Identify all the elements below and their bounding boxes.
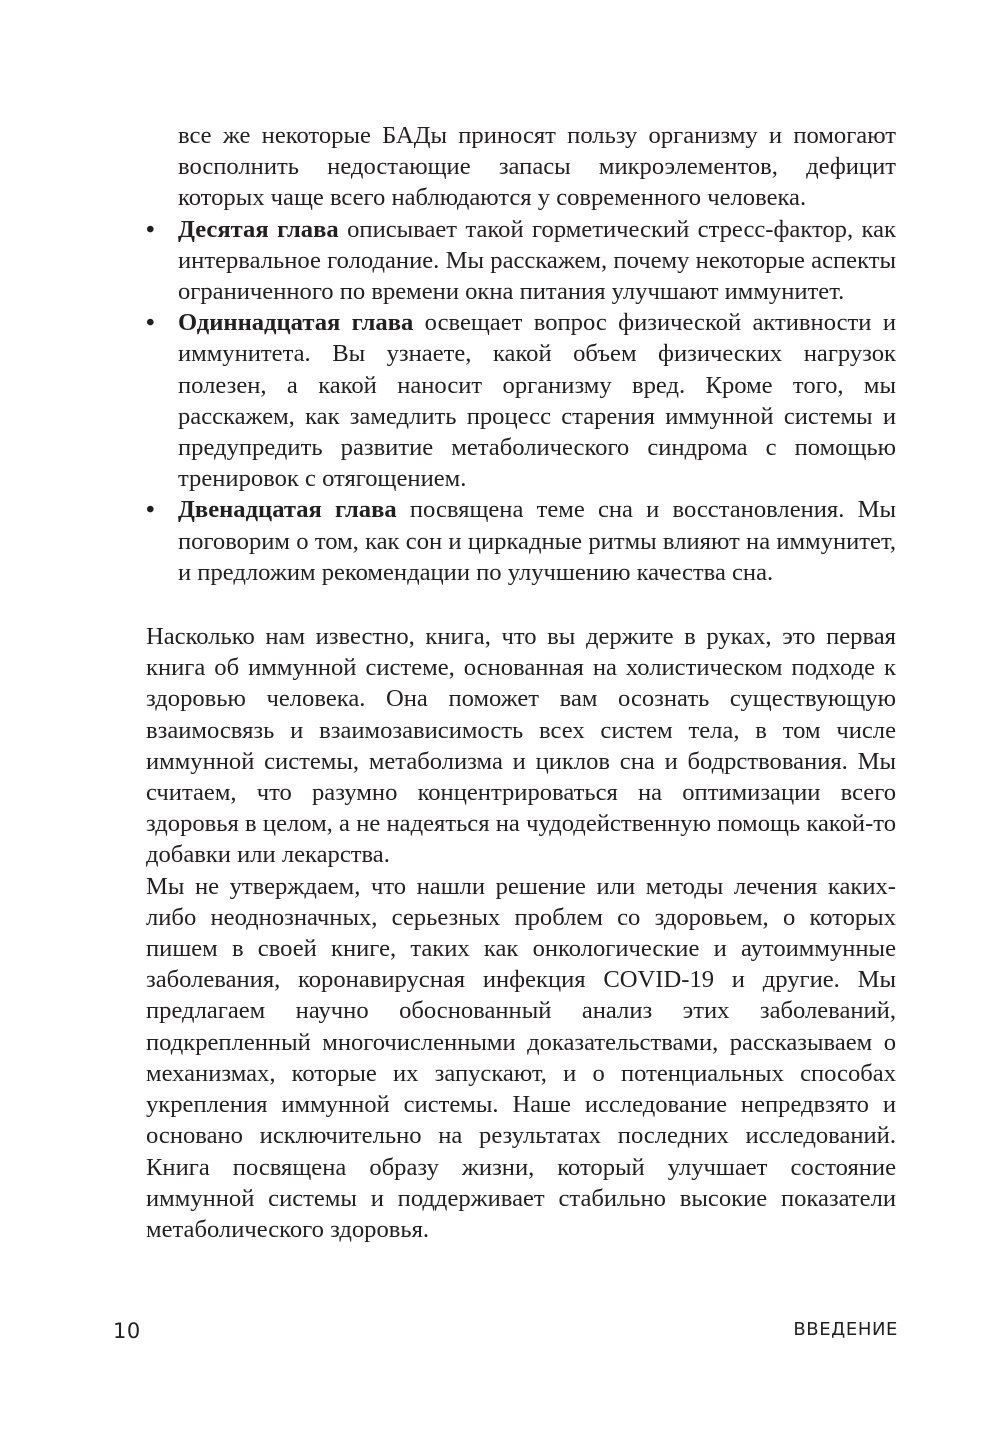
chapter-list: [146, 214, 896, 588]
page-number: 10: [113, 1319, 141, 1343]
body-paragraph: Насколько нам известно, книга, что вы держите в руках, это первая книга об иммунной системе, основанная на холистическом подходе к здоровью человека. Она поможет вам осознать существующую взаимосвязь и взаимозависимость всех систем тела, в том числе иммунной системы, метаболизма и циклов сна и бодрствования. Мы считаем, что разумно концентрироваться на оптимизации всего здоровья в целом, а не надеяться на чудодейственную помощь какой-то добавки или лекарства.: [146, 623, 896, 869]
chapter-description: [178, 214, 896, 308]
page-body: [146, 120, 896, 1245]
body-paragraph: Мы не утверждаем, что нашли решение или методы лечения каких-либо неоднозначных, серьезных проблем со здоровьем, о которых пишем в своей книге, таких как онкологические и аутоиммунные заболевания, коронавирусная инфекция COVID-19 и другие. Мы предлагаем научно обоснованный анализ этих заболеваний, подкрепленный многочисленными доказательствами, рассказываем о механизмах, которые их запускают, и о потенциальных способах укрепления иммунной системы. Наше исследование непредвзято и основано исключительно на результатах последних исследований. Книга посвящена образу жизни, который улучшает состояние иммунной системы и поддерживает стабильно высокие показатели метаболического здоровья.: [146, 872, 896, 1243]
bullet-marker: •: [146, 496, 155, 524]
bullet-marker: •: [146, 215, 155, 243]
chapter-summary: посвящена теме сна и восстановления. Мы поговорим о том, как сон и циркадные ритмы влияют на иммунитет, и предложим рекомендации по улучшению качества сна.: [178, 496, 896, 586]
chapter-list-item: [146, 307, 896, 494]
chapter-name: Двенадцатая глава: [178, 496, 397, 524]
chapter-summary: описывает такой горметический стресс-фактор, как интервальное голодание. Мы расскажем, почему некоторые аспекты ограниченного по времени окна питания улучшают иммунитет.: [178, 215, 896, 306]
chapter-description: [178, 494, 896, 588]
chapter-name: Десятая глава: [178, 215, 339, 243]
bullet-marker: •: [146, 309, 155, 337]
chapter-description: [178, 307, 896, 494]
running-footer-section-title: ВВЕДЕНИЕ: [793, 1319, 898, 1340]
continued-bullet-text: все же некоторые БАДы приносят пользу организму и помогают восполнить недостающие запасы микроэлементов, дефицит которых чаще всего наблюдаются у современного человека.: [178, 122, 896, 212]
chapter-list-item: [146, 214, 896, 308]
chapter-name: Одиннадцатая глава: [178, 309, 414, 337]
chapter-list-item: [146, 494, 896, 588]
chapter-summary: освещает вопрос физической активности и иммунитета. Вы узнаете, какой объем физических нагрузок полезен, а какой наносит организму вред. Кроме того, мы расскажем, как замедлить процесс старения иммунной системы и предупредить развитие метаболического синдрома с помощью тренировок с отягощением.: [178, 309, 896, 493]
